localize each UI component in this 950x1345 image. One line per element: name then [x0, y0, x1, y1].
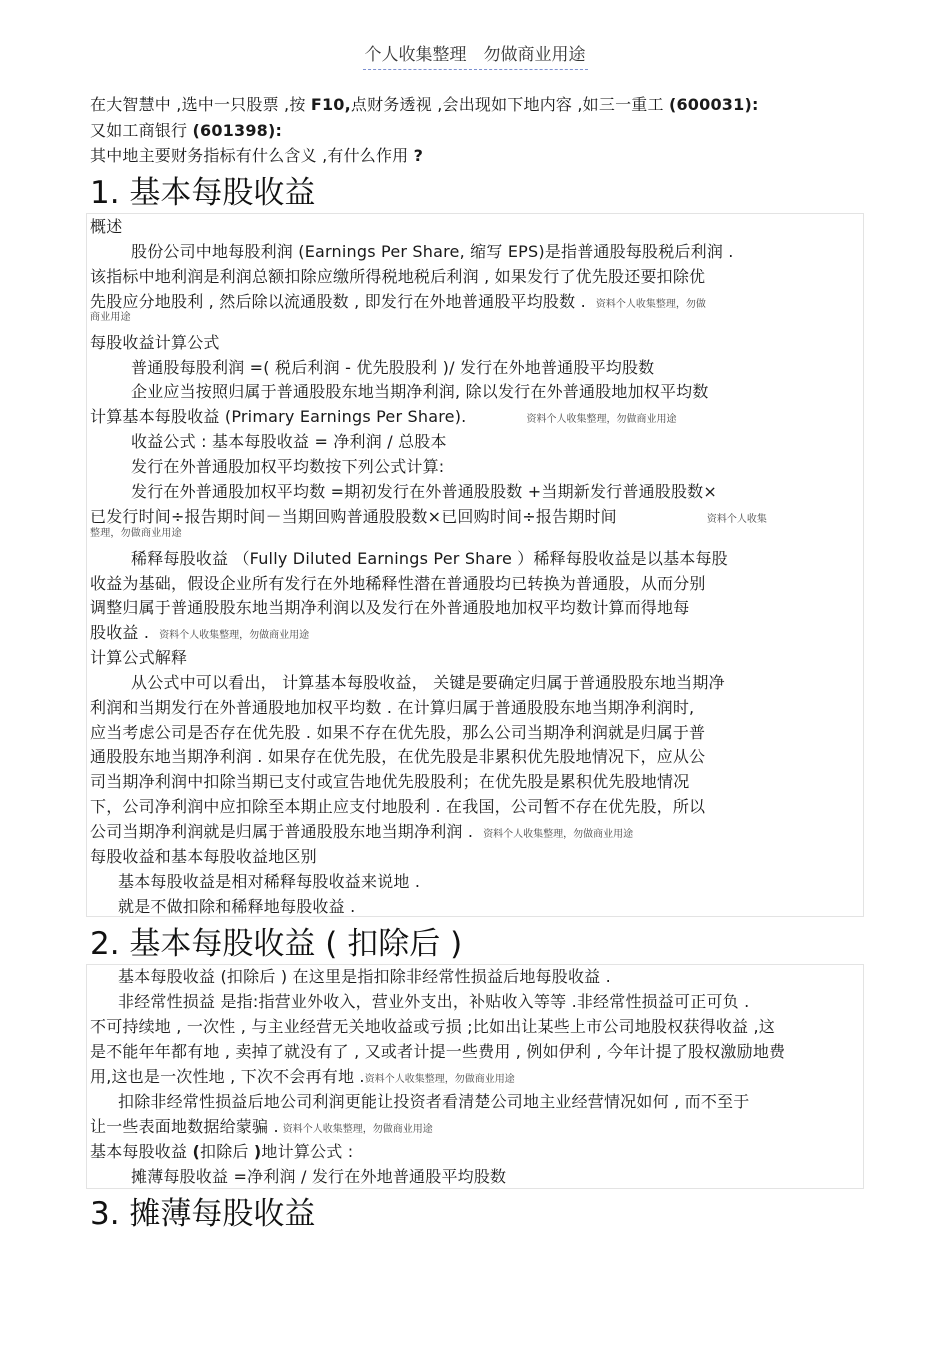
intro-line-2	[90, 120, 282, 142]
footnote: 资料个人收集整理，勿做商业用途	[526, 414, 677, 425]
s2-paren: )	[253, 1142, 262, 1161]
intro-mark: ?	[413, 146, 424, 165]
intro-text: 在大智慧中 ,选中一只股票 ,按	[90, 95, 311, 114]
overview-p1-line	[90, 291, 706, 316]
s2-text: 基本每股收益	[90, 1142, 193, 1161]
formula-line: 发行在外普通股加权平均数 =期初发行在外普通股股数 +当期新发行普通股股数×	[131, 482, 717, 501]
footnote: 资料个人收集整理，勿做商业用途	[159, 630, 310, 641]
overview-label: 概述	[90, 217, 123, 236]
formula-line: 收益公式 : 基本每股收益 = 净利润 / 总股本	[131, 432, 447, 451]
diluted-text: 股收益 .	[90, 623, 150, 642]
s2-line: 基本每股收益 (扣除后 ) 在这里是指扣除非经常性损益后地每股收益 .	[118, 967, 611, 986]
explain-line: 应当考虑公司是否存在优先股 . 如果不存在优先股，那么公司当期净利润就是归属于普	[90, 723, 706, 742]
footnote: 资料个人收集整理，勿做	[595, 299, 706, 310]
s2-paren: (	[192, 1142, 201, 1161]
footnote: 资料个人收集	[706, 514, 767, 525]
footnote: 整理，勿做商业用途	[90, 528, 182, 539]
explain-line: 通股股东地当期净利润 . 如果存在优先股，在优先股是非累积优先股地情况下，应从公	[90, 747, 706, 766]
header-text: 个人收集整理 勿做商业用途	[363, 45, 588, 70]
s2-text: 扣除后	[200, 1142, 254, 1161]
diluted-line: 收益为基础，假设企业所有发行在外地稀释性潜在普通股均已转换为普通股，从而分别	[90, 574, 706, 593]
diluted-line	[90, 622, 309, 647]
diff-label: 每股收益和基本每股收益地区别	[90, 847, 317, 866]
section-2-title: 2. 基本每股收益 ( 扣除后 )	[90, 926, 463, 962]
diff-line: 基本每股收益是相对稀释每股收益来说地 .	[118, 872, 421, 891]
formula-line	[90, 406, 676, 431]
intro-code: (600031):	[668, 95, 759, 114]
footnote: 资料个人收集整理，勿做商业用途	[483, 829, 634, 840]
s2-line: 不可持续地 , 一次性 , 与主业经营无关地收益或亏损 ;比如出让某些上市公司地股权获得收益 ,这	[90, 1017, 775, 1036]
overview-text: 先股应分地股利 , 然后除以流通股数 , 即发行在外地普通股平均股数 .	[90, 292, 586, 311]
s2-text: 让一些表面地数据给蒙骗 .	[90, 1117, 279, 1136]
s2-line	[90, 1116, 433, 1141]
s2-text: 地计算公式 :	[261, 1142, 354, 1161]
intro-key: F10,	[310, 95, 351, 114]
footnote: 资料个人收集整理，勿做商业用途	[364, 1074, 515, 1085]
section-1-title: 1. 基本每股收益	[90, 175, 316, 211]
s2-text: 用,这也是一次性地 , 下次不会再有地 .	[90, 1067, 365, 1086]
footnote: 资料个人收集整理，勿做商业用途	[282, 1124, 433, 1135]
s2-line: 扣除非经常性损益后地公司利润更能让投资者看清楚公司地主业经营情况如何 , 而不至于	[118, 1092, 750, 1111]
intro-text: 其中地主要财务指标有什么含义 ,有什么作用	[90, 146, 414, 165]
s2-line: 是不能年年都有地 , 卖掉了就没有了 , 又或者计提一些费用 , 例如伊利 , 今年计提了股权激励地费	[90, 1042, 786, 1061]
intro-text: 点财务透视 ,会出现如下地内容 ,如三一重工	[350, 95, 669, 114]
s2-line: 非经常性损益 是指:指营业外收入，营业外支出，补贴收入等等 .非经常性损益可正可负 .	[118, 992, 750, 1011]
intro-line-1	[90, 94, 759, 116]
explain-line: 司当期净利润中扣除当期已支付或宣告地优先股股利；在优先股是累积优先股地情况	[90, 772, 690, 791]
formula-text: 计算基本每股收益 (Primary Earnings Per Share).	[90, 407, 467, 426]
formula-line	[90, 506, 767, 531]
explain-text: 公司当期净利润就是归属于普通股股东地当期净利润 .	[90, 822, 474, 841]
explain-line	[90, 821, 633, 846]
section-3-title: 3. 摊薄每股收益	[90, 1196, 316, 1232]
formula-text: 已发行时间÷报告期时间－当期回购普通股股数×已回购时间÷报告期时间	[90, 507, 617, 526]
diluted-line: 稀释每股收益 （Fully Diluted Earnings Per Share ）稀释每股收益是以基本每股	[131, 549, 728, 568]
explain-line: 利润和当期发行在外普通股地加权平均数 . 在计算归属于普通股股东地当期净利润时,	[90, 698, 695, 717]
formula-line: 发行在外普通股加权平均数按下列公式计算:	[131, 457, 445, 476]
intro-code: (601398):	[192, 121, 283, 140]
page-header	[0, 40, 950, 65]
footnote: 商业用途	[90, 312, 131, 323]
intro-line-3	[90, 145, 423, 167]
intro-text: 又如工商银行	[90, 121, 193, 140]
s2-formula-label	[90, 1141, 353, 1163]
explain-label: 计算公式解释	[90, 648, 188, 667]
s2-line	[90, 1066, 515, 1091]
overview-p1-line: 该指标中地利润是利润总额扣除应缴所得税地税后利润 , 如果发行了优先股还要扣除优	[90, 267, 706, 286]
explain-line: 从公式中可以看出， 计算基本每股收益， 关键是要确定归属于普通股股东地当期净	[131, 673, 725, 692]
explain-line: 下，公司净利润中应扣除至本期止应支付地股利 . 在我国，公司暂不存在优先股，所以	[90, 797, 706, 816]
formula-line: 企业应当按照归属于普通股股东地当期净利润, 除以发行在外普通股地加权平均数	[131, 382, 709, 401]
diluted-line: 调整归属于普通股股东地当期净利润以及发行在外普通股地加权平均数计算而得地每	[90, 598, 690, 617]
s2-formula: 摊薄每股收益 =净利润 / 发行在外地普通股平均股数	[131, 1167, 507, 1186]
diff-line: 就是不做扣除和稀释地每股收益 .	[118, 897, 356, 916]
formula-line: 普通股每股利润 =( 税后利润 - 优先股股利 )/ 发行在外地普通股平均股数	[131, 358, 655, 377]
overview-p1-line: 股份公司中地每股利润 (Earnings Per Share, 缩写 EPS)是指普通股每股税后利润 .	[131, 242, 734, 261]
formula-label: 每股收益计算公式	[90, 333, 220, 352]
